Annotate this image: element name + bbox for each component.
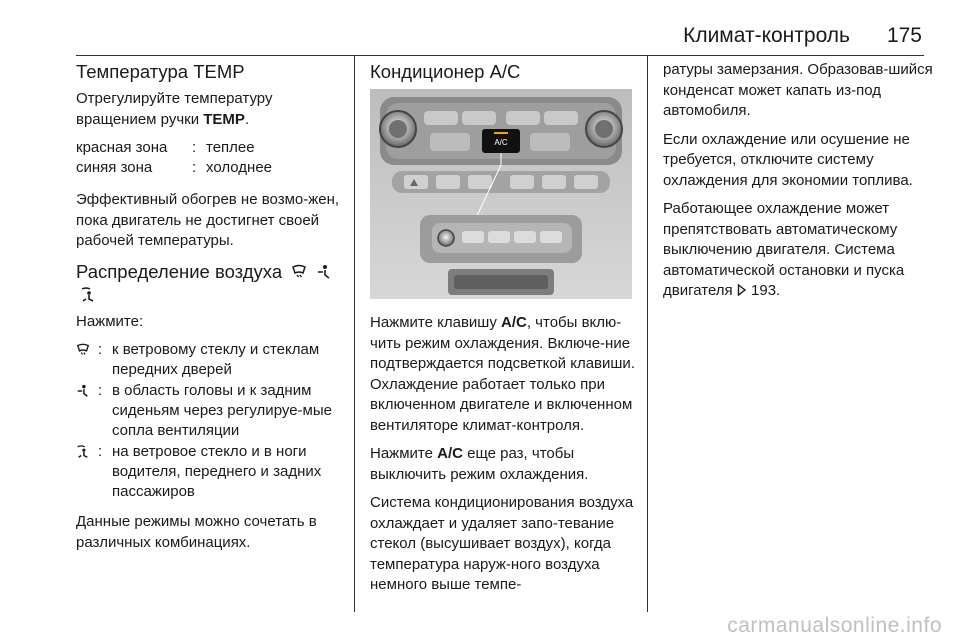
zone-table	[76, 138, 348, 178]
page-number: 175	[886, 24, 922, 47]
column-2	[370, 60, 636, 604]
feet-windshield-mode-icon	[80, 287, 96, 303]
windshield-mode-icon	[76, 343, 90, 357]
photo-ac-label: A/C	[494, 138, 508, 147]
column-1	[76, 60, 348, 561]
distribution-list	[76, 340, 348, 502]
temperature-heading: Температура TEMP	[76, 61, 245, 82]
zone-row-red: красная зона : теплее	[76, 139, 255, 156]
list-item: : к ветровому стеклу и стеклам передних дверей	[76, 340, 348, 380]
economy-paragraph: Если охлаждение или осушение не требуется, отключите систему охлаждения для экономии топлива.	[663, 130, 913, 189]
climate-panel-photo	[370, 89, 632, 299]
page-header	[0, 24, 960, 54]
page-reference-icon	[737, 284, 747, 296]
ac-paragraph-3: Система кондиционирования воздуха охлаждает и удаляет запо-тевание стекол (высушивает воздух), когда температура наруж-ного воздуха немного выше темпе-	[370, 494, 634, 593]
watermark: carmanualsonline.info	[727, 614, 942, 637]
press-label: Нажмите:	[76, 312, 144, 330]
air-distribution-heading: Распределение воздуха	[76, 260, 348, 306]
autostop-paragraph: Работающее охлаждение может препятствовать автоматическому выключению двигателя. Система автоматической остановки и пуска двигателя 193.	[663, 200, 905, 299]
column-divider-2	[647, 56, 648, 612]
windshield-mode-icon	[291, 264, 307, 280]
zone-row-blue: синяя зона : холоднее	[76, 159, 272, 176]
column-divider-1	[354, 56, 355, 612]
ac-heading: Кондиционер A/C	[370, 61, 521, 82]
list-item: : на ветровое стекло и в ноги водителя, переднего и задних пассажиров	[76, 442, 348, 502]
head-vent-mode-icon	[76, 384, 90, 398]
temperature-intro: Отрегулируйте температуру вращением ручки TEMP.	[76, 90, 273, 128]
feet-windshield-mode-icon	[76, 445, 90, 459]
page-reference-link[interactable]: 193.	[751, 282, 781, 299]
header-rule	[76, 55, 924, 56]
ac-paragraph-2: Нажмите A/C еще раз, чтобы выключить режим охлаждения.	[370, 445, 589, 483]
continuation-paragraph: ратуры замерзания. Образовав-шийся конденсат может капать из-под автомобиля.	[663, 61, 933, 119]
list-item: : в область головы и к задним сиденьям через регулируе-мые сопла вентиляции	[76, 381, 348, 441]
heat-note: Эффективный обогрев не возмо-жен, пока двигатель не достигнет своей рабочей температуры.	[76, 191, 340, 249]
combine-note: Данные режимы можно сочетать в различных комбинациях.	[76, 513, 317, 551]
head-vent-mode-icon	[316, 264, 332, 280]
running-title: Климат-контроль	[683, 24, 850, 47]
ac-paragraph-1: Нажмите клавишу A/C, чтобы вклю-чить режим охлаждения. Включе-ние подтверждается подсветкой клавиши. Охлаждение работает только при включенном двигателе и включенном вентиляторе климат-контроля.	[370, 314, 635, 434]
column-3	[663, 60, 933, 310]
